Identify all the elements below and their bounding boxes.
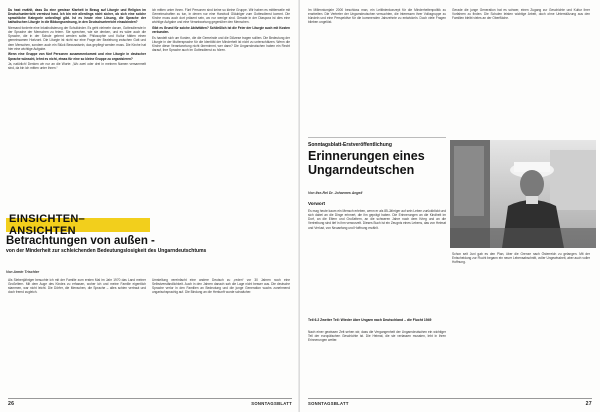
interview-question: Du hast erzählt, dass Du eine gewisse Klarheit in Bezug auf Liturgie und Religion im Deutschunterricht vermisst hast. Ich bin mir allerdings nicht sicher, ob sich eine solche sprachliche Kategorie unbedingt gibt. Ist es heute eine Lösung, die Sprache der katholischen Liturgie in die Bildungsordnung, in den Deutschunterricht einzubinden?: [8, 8, 146, 25]
publication-name: SONNTAGSBLATT: [251, 401, 292, 406]
page-number: 27: [585, 400, 592, 407]
page-footer: [8, 398, 292, 408]
interview-answer: Ja, natürlich! Denken wir nur an die Worte: „Wo zwei oder drei in meinem Namen versammelt sind, da bin ich mitten unter ihnen.“: [8, 62, 146, 71]
interview-answer: ich mitten unter ihnen. Fünf Personen sind keine so kleine Gruppe. Wir haben es mittlerweile mit Gemeinschaften zu tun, in denen nur eine Handvoll Gläubiger zum Gottesdienst kommt. Die Kirche muss auch dort präsent sein, wo nur wenige sind. Gerade in der Diaspora ist dies eine wichtige Aufgabe und eine Verantwortung gegenüber den Menschen.: [152, 8, 290, 25]
right-page: [300, 0, 600, 412]
left-page-column-2: [152, 8, 290, 213]
chapter-title: Teil 6.2 Zweiter Teil: Wieder über Ungarn nach Deutschland – die Flucht 1949: [308, 318, 432, 322]
author-photo: [450, 140, 596, 248]
article-paragraph: Als Siebenjähriger besuchte ich mit der Familie zum ersten Mal im Jahr 1970 das Land meiner Großeltern. Mit dem Auge des Kindes zu erfassen, woher ich und meine Familie eigentlich stammen, war nicht leicht. Die Dörfer, die Menschen, die Sprache – alles schien vertraut und doch fremd zugleich.: [8, 278, 146, 295]
article-headline: Erinnerungen eines Ungarndeutschen: [308, 149, 425, 177]
article-paragraph: Nach einer gewissen Zeit sehen wir, dass die Vergangenheit der Ungarndeutschen ein wichtiger Teil der europäischen Geschichte ist. Die Heimat, die sie verlassen mussten, lebt in ihren Erinnerungen weiter.: [308, 330, 446, 343]
photo-caption: [452, 252, 590, 306]
section-banner: EINSICHTEN–ANSICHTEN: [6, 218, 150, 232]
interview-answer: Niemand forderte eine Inkatholisierung der Schulkinder. Es geht vielmehr darum, Gottesdienste in der Sprache der Menschen zu feiern. Sie sprechen, wie sie denken, und es wäre auch die Sprache, die in der Schule gelernt werden sollte. Philosophie und Kultur hätten einen gemeinsamen Horizont. Die Liturgie ist nicht nur eine Frage der Beziehung zwischen Gott und dem Menschen, sondern auch ein Stück Bewusstsein, das gepflegt werden muss. Die Kirche hat hier eine wichtige Aufgabe.: [8, 26, 146, 51]
article-headline: Betrachtungen von außen -: [6, 235, 155, 247]
right-page-column-2: [452, 8, 590, 133]
left-article-column-2: [152, 278, 290, 386]
left-article-column-1: [8, 278, 146, 386]
page-footer: [308, 398, 592, 408]
article-paragraph: Es mag heute kaum ein Mensch erleben, wenn er als 85-Jähriger auf sein Leben zurückblickt und sich dabei an die Dinge erinnert, die ihn geprägt haben. Die Erinnerungen an die Kindheit im Dorf, an die Eltern und Großeltern, an die schweren Jahre nach dem Krieg und an die Vertreibung sind tief in ihm verwurzelt. Dieses Buch ist ein Zeugnis eines Lebens, das von Heimat und Verlust, von Neuanfang und Hoffnung erzählt.: [308, 209, 446, 230]
article-subheadline: von der Minderheit zur schleichenden Bedeutungslosigkeit des Ungarndeutschtums: [6, 248, 207, 254]
article-byline: Von Ilse-Rel Dr. Johannes Angeli: [308, 191, 363, 195]
page-number: 26: [8, 400, 15, 407]
left-page-column-1: [8, 8, 146, 213]
article-kicker: Sonntagsblatt-Erstveröffentlichung: [308, 142, 392, 148]
article-paragraph: Gerade die junge Generation hat es schwer, einen Zugang zur Geschichte und Kultur ihrer Vorfahren zu finden. Die Schulen leisten wichtige Arbeit, doch ohne Unterstützung aus den Familien bleibt vieles an der Oberfläche.: [452, 8, 590, 21]
section-title: Vorwort: [308, 201, 326, 206]
interview-answer: Es handelt sich um Kosten, die die Gemeinde und die Diözese tragen sollten. Die Bedeutung der Liturgie in der Muttersprache für die Identität der Minderheit ist nicht zu unterschätzen. Wenn die Kirche diese Verantwortung nicht übernimmt, wer dann? Die Ungarndeutschen haben ein Recht darauf, ihre Sprache auch im Gottesdienst zu hören.: [152, 35, 290, 53]
right-page-column-1: [308, 8, 446, 133]
interview-question: Gibt es Grund für solche Aktivitäten? Schließlich ist die Feier der Liturgie auch mit Kosten verbunden.: [152, 26, 290, 35]
article-paragraph: Umstellung vereinfacht eine andere Deutsch zu „reden“ vor 30 Jahren noch eine Selbstverständlichkeit. Auch in den Jahren danach sah die Lage nicht besser aus. Die deutsche Sprache verlor in den Familien an Bedeutung und die junge Generation wuchs zunehmend ungarischsprachig auf. Die Bindung an die Herkunft wurde schwächer.: [152, 278, 290, 295]
interview-question: Wenn eine Gruppe von fünf Personen zusammenkommt und eine Liturgie in deutscher Sprache wünscht, lehnt es nicht, etwas für eine so kleine Gruppe zu organisieren?: [8, 52, 146, 61]
divider: [308, 137, 446, 138]
right-article-column-1-lower: [308, 330, 446, 388]
publication-name: SONNTAGSBLATT: [308, 401, 349, 406]
article-paragraph: Im Millenniumjahr 2000 beschloss man, ein Leitlinienkonzept für die Minderheitenpolitik zu erarbeiten. Die Vertreter der Ungarndeutschen versuchten, die Interessen ihrer Volksgruppe zu bündeln und eine Perspektive für die kommenden Jahrzehnte zu entwickeln. Doch viele Fragen blieben ungelöst.: [308, 8, 446, 25]
caption-text: Schon seit Juni gab es den Plan, über die Grenze nach Österreich zu gelangen. Mit der Entscheidung zur Flucht begann ein neuer Lebensabschnitt, voller Ungewissheit, aber auch voller Hoffnung.: [452, 252, 590, 265]
right-article-column-1: [308, 209, 446, 315]
article-byline: Von Armin Trischler: [6, 270, 40, 274]
photo-image: [450, 140, 596, 248]
